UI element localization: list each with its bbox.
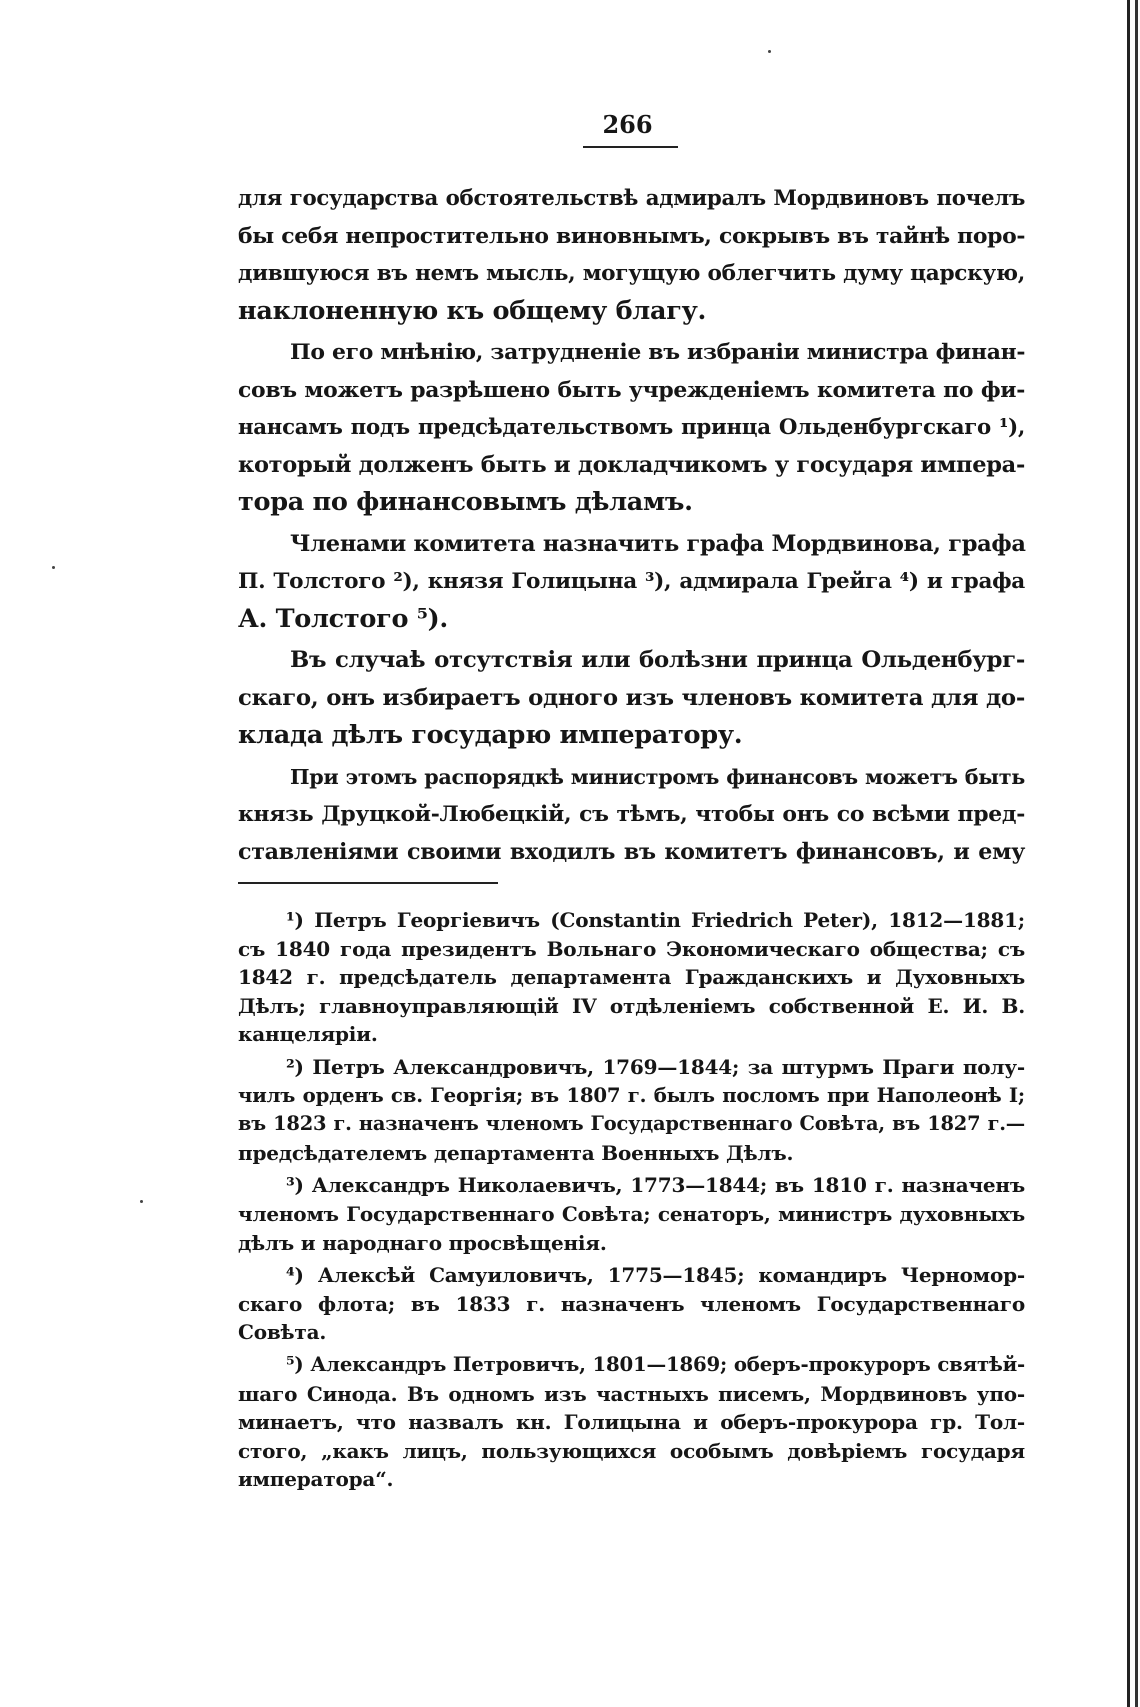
text-line: для государства обстоятельствѣ адмиралъ Мордвиновъ почелъ xyxy=(238,186,1025,211)
text-line: А. Толстого ⁵). xyxy=(238,603,448,634)
text-line: нансамъ подъ предсѣдательствомъ принца Ольденбургскаго ¹), xyxy=(238,415,1025,440)
body-text xyxy=(238,180,1025,871)
footnote-3 xyxy=(238,1171,1025,1257)
footnote-line: ⁴) Алексѣй Самуиловичъ, 1775—1845; командиръ Черномор- xyxy=(286,1263,1025,1288)
footnote-line: дѣлъ и народнаго просвѣщенія. xyxy=(238,1230,607,1255)
footnote-line: минаетъ, что назвалъ кн. Голицына и оберъ-прокурора гр. Тол- xyxy=(238,1410,1025,1435)
footnote-line: императора“. xyxy=(238,1467,394,1492)
footnote-line: скаго флота; въ 1833 г. назначенъ членомъ Государственнаго xyxy=(238,1291,1025,1316)
footnote-1 xyxy=(238,906,1025,1049)
footnote-line: шаго Синода. Въ одномъ изъ частныхъ писемъ, Мордвиновъ упо- xyxy=(238,1381,1025,1406)
scan-speck xyxy=(140,1200,143,1203)
text-line: тора по финансовымъ дѣламъ. xyxy=(238,487,693,517)
paragraph xyxy=(238,334,1025,522)
text-line: П. Толстого ²), князя Голицына ³), адмирала Грейга ⁴) и графа xyxy=(238,569,1025,594)
text-line: дившуюся въ немъ мысль, могущую облегчить думу царскую, xyxy=(238,261,1025,286)
footnote-line: ³) Александръ Николаевичъ, 1773—1844; въ 1810 г. назначенъ xyxy=(286,1173,1025,1198)
page-edge-shadow-outer xyxy=(1135,0,1138,1707)
footnote-line: чилъ орденъ св. Георгія; въ 1807 г. былъ посломъ при Наполеонѣ I; xyxy=(238,1083,1025,1107)
footnote-line: стого, „какъ лицъ, пользующихся особымъ довѣріемъ государя xyxy=(238,1438,1025,1463)
text-line: который долженъ быть и докладчикомъ у государя импера- xyxy=(238,451,1025,478)
paragraph xyxy=(238,759,1025,872)
footnote-4 xyxy=(238,1261,1025,1347)
text-line: Въ случаѣ отсутствія или болѣзни принца Ольденбург- xyxy=(290,647,1025,673)
footnote-line: ²) Петръ Александровичъ, 1769—1844; за штурмъ Праги полу- xyxy=(286,1054,1025,1079)
text-line: При этомъ распорядкѣ министромъ финансовъ можетъ быть xyxy=(290,764,1025,789)
paragraph xyxy=(238,180,1025,330)
page-number: 266 xyxy=(602,110,653,139)
text-line: По его мнѣнію, затрудненіе въ избраніи министра финан- xyxy=(290,339,1026,365)
footnote-line: Дѣлъ; главноуправляющій IV отдѣленіемъ собственной Е. И. В. xyxy=(238,993,1025,1018)
footnote-line: ⁵) Александръ Петровичъ, 1801—1869; оберъ-прокуроръ святѣй- xyxy=(286,1352,1025,1376)
footnote-line: съ 1840 года президентъ Вольнаго Экономическаго общества; съ xyxy=(238,936,1025,961)
footnote-2 xyxy=(238,1053,1025,1167)
footnote-5 xyxy=(238,1351,1025,1494)
footnote-line: ¹) Петръ Георгіевичъ (Constantin Friedrich Peter), 1812—1881; xyxy=(286,908,1025,932)
footnotes xyxy=(238,906,1025,1494)
text-line: князь Друцкой-Любецкій, съ тѣмъ, чтобы онъ со всѣми пред- xyxy=(238,801,1025,827)
paragraph xyxy=(238,642,1025,755)
footnote-line: предсѣдателемъ департамента Военныхъ Дѣлъ. xyxy=(238,1140,794,1165)
page-edge-shadow xyxy=(1127,0,1130,1707)
paragraph xyxy=(238,526,1025,639)
text-line: совъ можетъ разрѣшено быть учрежденіемъ комитета по фи- xyxy=(238,376,1025,403)
scan-speck xyxy=(768,50,771,53)
text-line: клада дѣлъ государю императору. xyxy=(238,720,743,750)
text-line: бы себя непростительно виновнымъ, сокрывъ въ тайнѣ поро- xyxy=(238,222,1026,249)
footnote-line: канцеляріи. xyxy=(238,1022,378,1047)
text-line: Членами комитета назначить графа Мордвинова, графа xyxy=(290,530,1026,557)
scan-speck xyxy=(52,566,55,569)
text-line: скаго, онъ избираетъ одного изъ членовъ комитета для до- xyxy=(238,684,1025,711)
page-number-rule xyxy=(583,146,678,148)
footnote-line: въ 1823 г. назначенъ членомъ Государственнаго Совѣта, въ 1827 г.— xyxy=(238,1112,1025,1136)
footnote-line: Совѣта. xyxy=(238,1320,327,1345)
text-line: наклоненную къ общему благу. xyxy=(238,295,707,326)
text-line: ставленіями своими входилъ въ комитетъ финансовъ, и ему xyxy=(238,838,1025,865)
footnote-line: 1842 г. предсѣдатель департамента Гражданскихъ и Духовныхъ xyxy=(238,965,1025,990)
footnote-separator xyxy=(238,882,498,884)
footnote-line: членомъ Государственнаго Совѣта; сенаторъ, министръ духовныхъ xyxy=(238,1201,1025,1226)
